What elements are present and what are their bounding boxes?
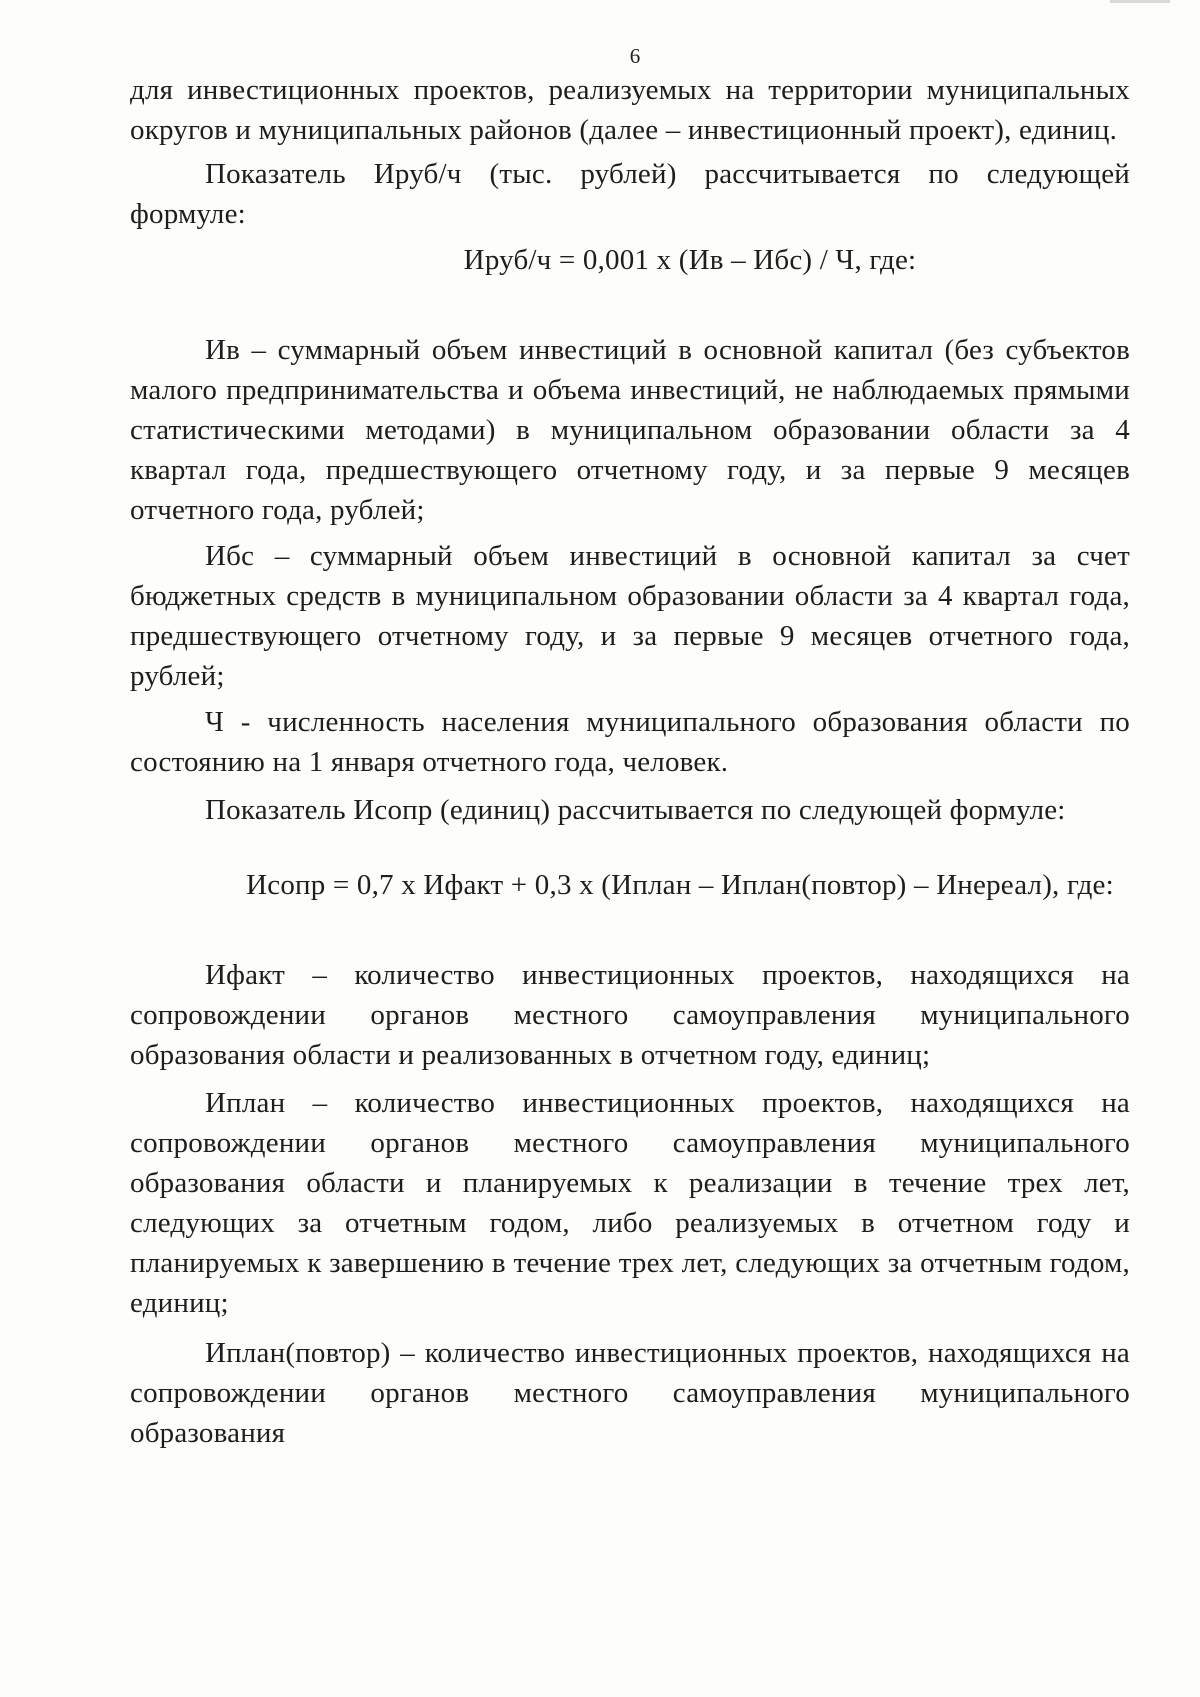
paragraph-formula-intro-1: Показатель Ируб/ч (тыс. рублей) рассчитывается по следующей формуле: bbox=[130, 158, 1130, 230]
paragraph-formula-intro-2: Показатель Исопр (единиц) рассчитывается по следующей формуле: bbox=[205, 794, 1066, 826]
definitions-block-2 bbox=[130, 955, 1130, 1453]
definition-ch: Ч - численность населения муниципального образования области по состоянию на 1 января отчетного года, человек. bbox=[130, 706, 1130, 778]
definition-ifakt: Ифакт – количество инвестиционных проектов, находящихся на сопровождении органов местного самоуправления муниципального образования области и реализованных в отчетном году, единиц; bbox=[130, 959, 1130, 1071]
definition-iplan-povtor: Иплан(повтор) – количество инвестиционных проектов, находящихся на сопровождении органов местного самоуправления муниципального образования bbox=[130, 1337, 1130, 1449]
body-text bbox=[130, 70, 1130, 234]
definition-ibs: Ибс – суммарный объем инвестиций в основной капитал за счет бюджетных средств в муниципальном образовании области за 4 квартал года, предшествующего отчетному году, и за первые 9 месяцев отчетного года, рублей; bbox=[130, 540, 1130, 692]
scan-edge-mark bbox=[1110, 0, 1170, 3]
definition-iv: Ив – суммарный объем инвестиций в основной капитал (без субъектов малого предпринимательства и объема инвестиций, не наблюдаемых прямыми статистическими методами) в муниципальном образовании области за 4 квартал года, предшествующего отчетному году, и за первые 9 месяцев отчетного года, рублей; bbox=[130, 334, 1130, 526]
formula-isopr: Исопр = 0,7 х Ифакт + 0,3 х (Иплан – Иплан(повтор) – Инереал), где: bbox=[246, 869, 1114, 901]
formula-block-1 bbox=[130, 240, 1130, 280]
paragraph-continuation: для инвестиционных проектов, реализуемых на территории муниципальных округов и муниципальных районов (далее – инвестиционный проект), единиц. bbox=[130, 74, 1130, 146]
formula-block-2 bbox=[130, 865, 1130, 905]
page-number: 6 bbox=[629, 44, 641, 68]
definition-iplan: Иплан – количество инвестиционных проектов, находящихся на сопровождении органов местного самоуправления муниципального образования области и планируемых к реализации в течение трех лет, следующих за отчетным годом, либо реализуемых в отчетном году и планируемых к завершению в течение трех лет, следующих за отчетным годом, единиц; bbox=[130, 1087, 1130, 1319]
formula-iruv: Ируб/ч = 0,001 х (Ив – Ибс) / Ч, где: bbox=[463, 244, 917, 276]
definitions-block-1 bbox=[130, 330, 1130, 830]
